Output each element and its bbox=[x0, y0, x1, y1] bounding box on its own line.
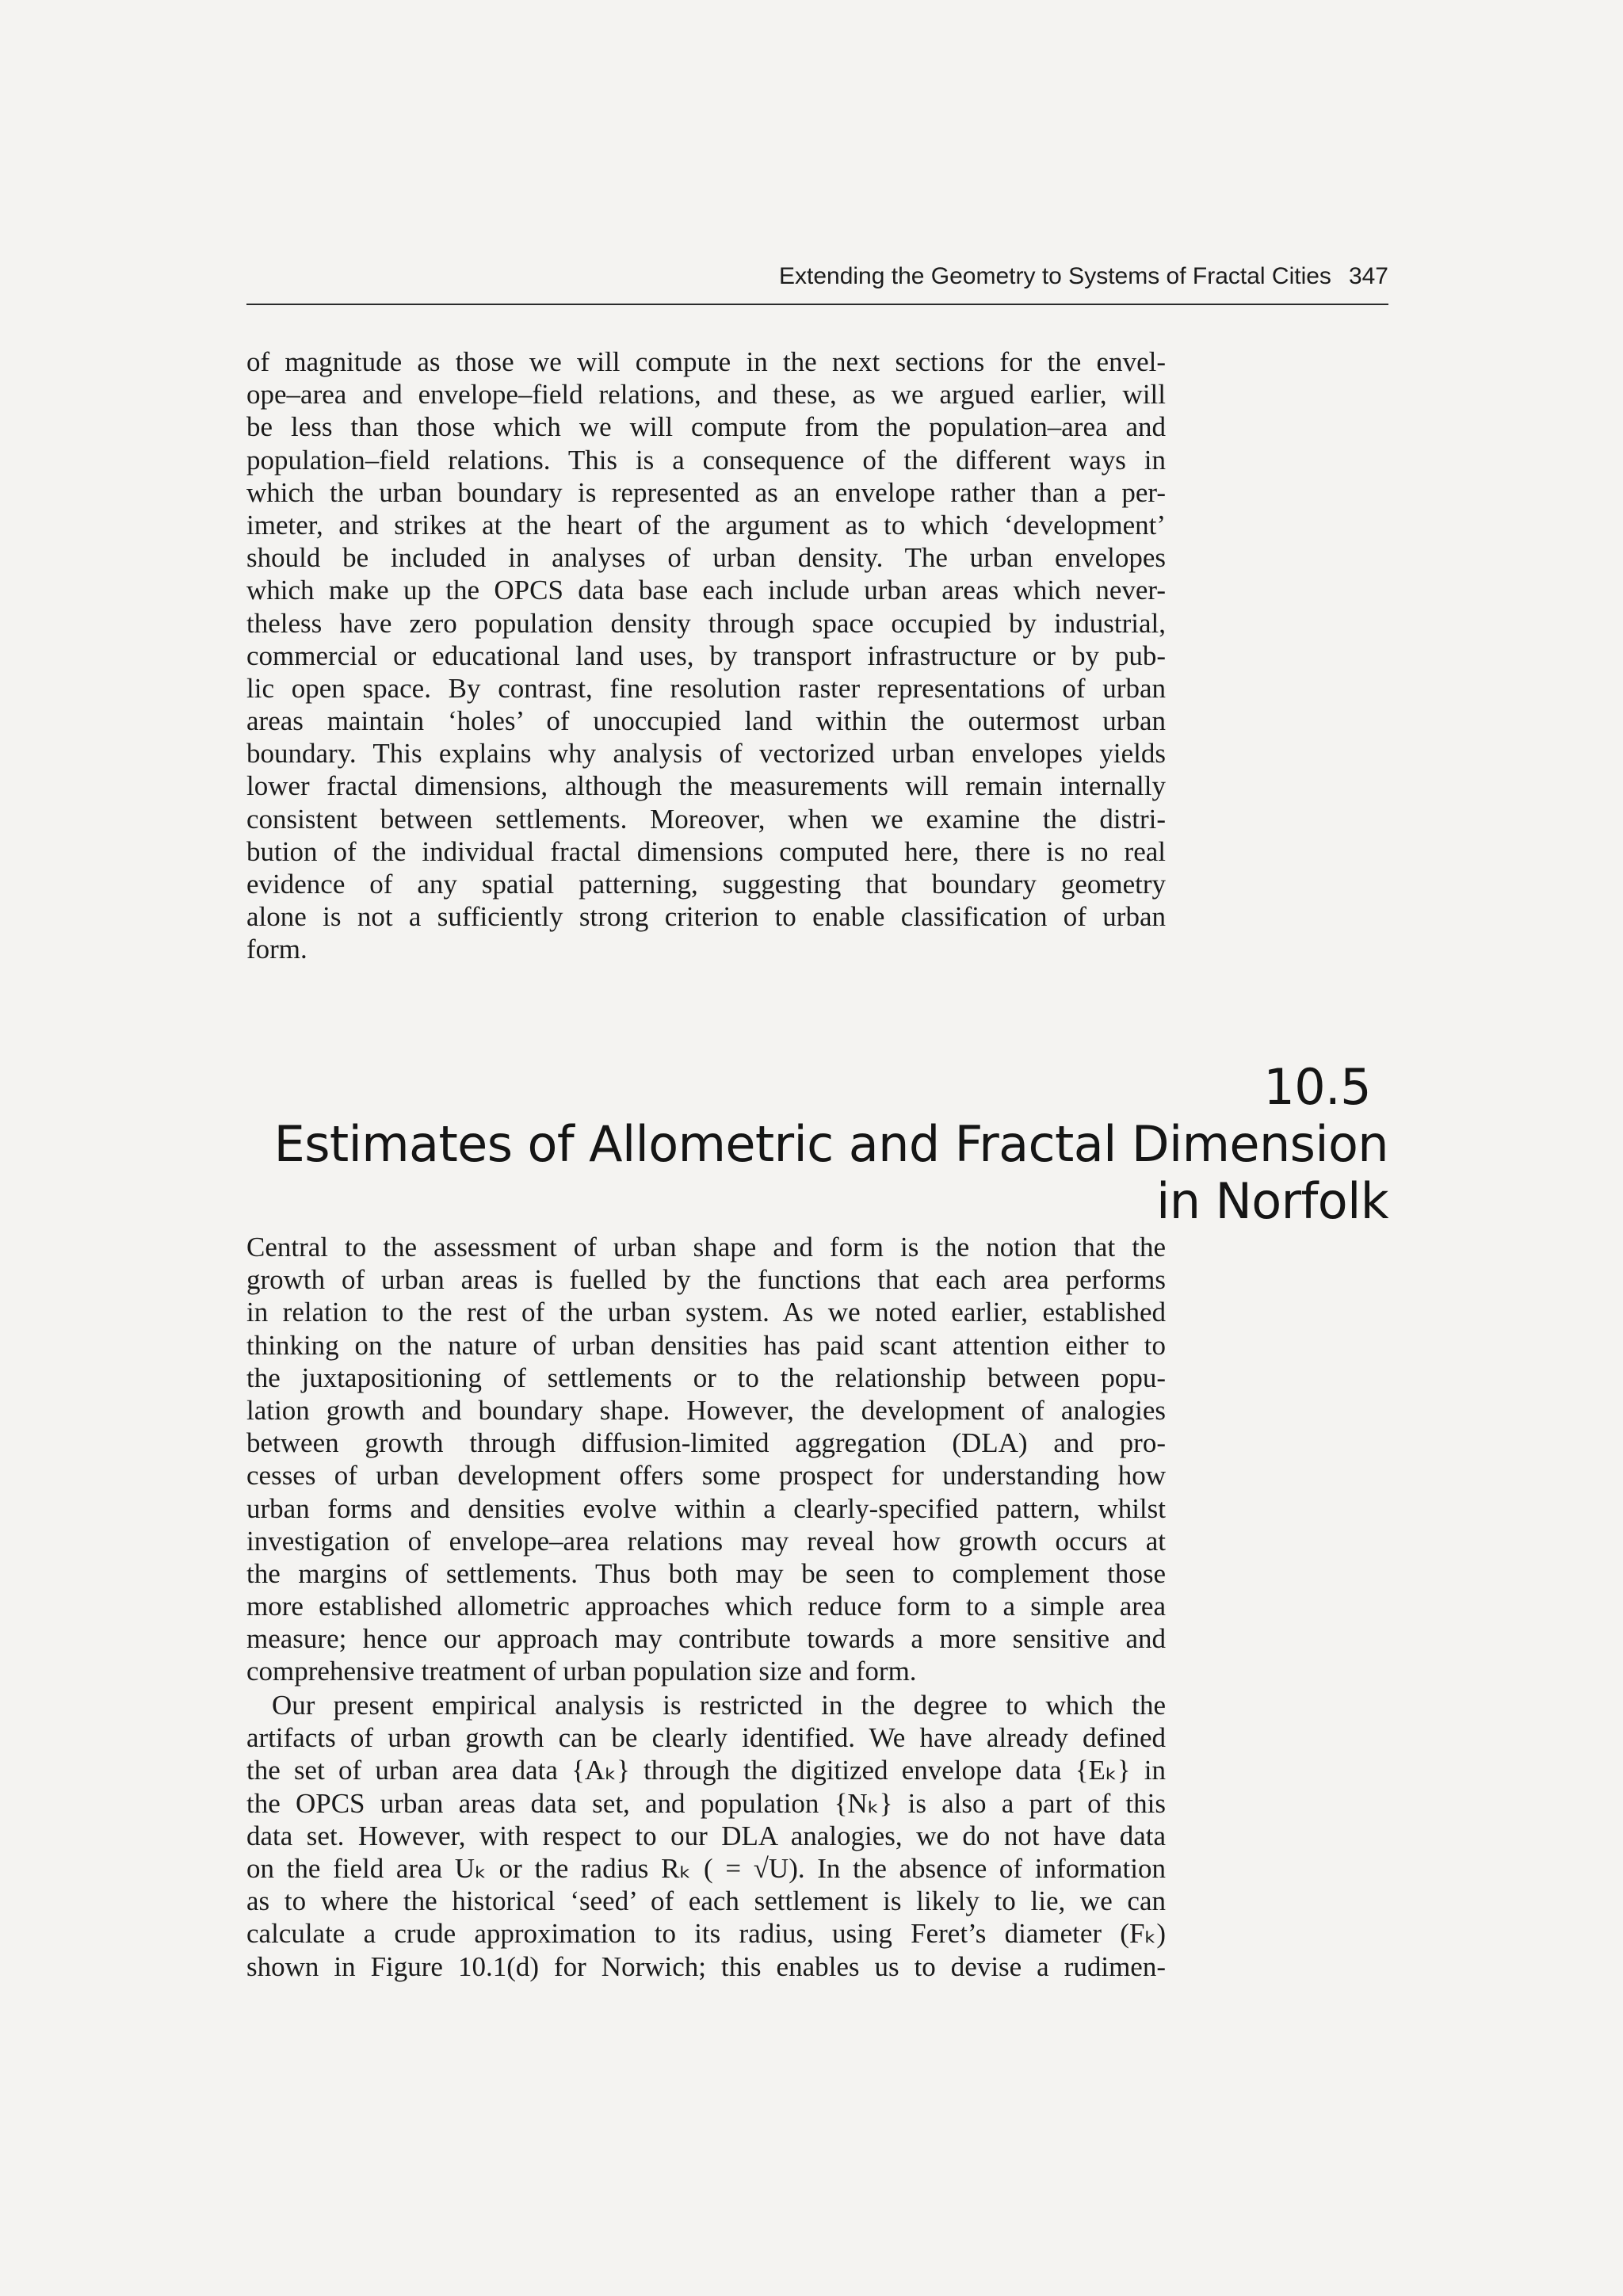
text-line: thinking on the nature of urban densities has paid scant attention either to bbox=[246, 1329, 1166, 1361]
paragraph-1 bbox=[246, 346, 1166, 966]
section-heading-line-2: in Norfolk bbox=[1156, 1172, 1388, 1230]
text-line: consistent between settlements. Moreover, when we examine the distri- bbox=[246, 803, 1166, 835]
text-line: on the field area Uₖ or the radius Rₖ ( = √U). In the absence of information bbox=[246, 1852, 1166, 1884]
text-line: shown in Figure 10.1(d) for Norwich; this enables us to devise a rudimen- bbox=[246, 1950, 1166, 1982]
text-line: imeter, and strikes at the heart of the argument as to which ‘development’ bbox=[246, 509, 1166, 541]
text-line: artifacts of urban growth can be clearly identified. We have already defined bbox=[246, 1722, 1166, 1754]
text-line: lic open space. By contrast, fine resolution raster representations of urban bbox=[246, 672, 1166, 704]
text-line: the juxtapositioning of settlements or to the relationship between popu- bbox=[246, 1362, 1166, 1393]
header-rule bbox=[246, 304, 1388, 305]
section-heading bbox=[246, 1059, 1388, 1230]
paragraph-2 bbox=[246, 1231, 1166, 1688]
text-line: more established allometric approaches which reduce form to a simple area bbox=[246, 1591, 1166, 1622]
text-line: bution of the individual fractal dimensions computed here, there is no real bbox=[246, 835, 1166, 867]
text-line: which make up the OPCS data base each include urban areas which never- bbox=[246, 575, 1166, 606]
running-title: Extending the Geometry to Systems of Fractal Cities bbox=[778, 263, 1331, 289]
text-line: areas maintain ‘holes’ of unoccupied land within the outermost urban bbox=[246, 705, 1166, 737]
text-line: ope–area and envelope–field relations, and these, as we argued earlier, will bbox=[246, 379, 1166, 411]
section-heading-line-1 bbox=[246, 1059, 1388, 1173]
text-line: the OPCS urban areas data set, and population {Nₖ} is also a part of this bbox=[246, 1787, 1166, 1819]
page-number: 347 bbox=[1348, 263, 1388, 289]
text-line: should be included in analyses of urban density. The urban envelopes bbox=[246, 542, 1166, 574]
text-line: boundary. This explains why analysis of vectorized urban envelopes yields bbox=[246, 738, 1166, 770]
text-line: comprehensive treatment of urban population size and form. bbox=[246, 1656, 917, 1687]
text-line: cesses of urban development offers some prospect for understanding how bbox=[246, 1460, 1166, 1492]
section-title-text: Estimates of Allometric and Fractal Dimension bbox=[273, 1115, 1388, 1173]
text-line: Central to the assessment of urban shape and form is the notion that the bbox=[246, 1232, 1166, 1263]
text-line: growth of urban areas is fuelled by the functions that each area performs bbox=[246, 1264, 1166, 1296]
paragraph-3 bbox=[246, 1689, 1166, 1983]
text-line: measure; hence our approach may contribute towards a more sensitive and bbox=[246, 1623, 1166, 1655]
text-line: form. bbox=[246, 934, 307, 965]
text-line: investigation of envelope–area relations may reveal how growth occurs at bbox=[246, 1525, 1166, 1557]
text-line: alone is not a sufficiently strong criterion to enable classification of urban bbox=[246, 901, 1166, 933]
text-line: data set. However, with respect to our DLA analogies, we do not have data bbox=[246, 1820, 1166, 1851]
text-line: urban forms and densities evolve within a clearly-specified pattern, whilst bbox=[246, 1492, 1166, 1524]
running-head bbox=[246, 263, 1388, 290]
text-line: Our present empirical analysis is restricted in the degree to which the bbox=[272, 1690, 1166, 1721]
text-line: of magnitude as those we will compute in the next sections for the envel- bbox=[246, 346, 1166, 377]
text-line: calculate a crude approximation to its radius, using Feret’s diameter (Fₖ) bbox=[246, 1918, 1166, 1950]
text-line: the set of urban area data {Aₖ} through the digitized envelope data {Eₖ} in bbox=[246, 1755, 1166, 1786]
text-line: commercial or educational land uses, by transport infrastructure or by pub- bbox=[246, 640, 1166, 671]
text-line: theless have zero population density through space occupied by industrial, bbox=[246, 607, 1166, 639]
text-line: be less than those which we will compute from the population–area and bbox=[246, 411, 1166, 443]
text-line: in relation to the rest of the urban system. As we noted earlier, established bbox=[246, 1297, 1166, 1328]
text-line: lower fractal dimensions, although the measurements will remain internally bbox=[246, 770, 1166, 802]
text-line: lation growth and boundary shape. However, the development of analogies bbox=[246, 1394, 1166, 1426]
text-line: population–field relations. This is a consequence of the different ways in bbox=[246, 444, 1166, 476]
section-number: 10.5 bbox=[1263, 1058, 1371, 1116]
text-line: which the urban boundary is represented as an envelope rather than a per- bbox=[246, 476, 1166, 508]
text-line: as to where the historical ‘seed’ of each settlement is likely to lie, we can bbox=[246, 1885, 1166, 1917]
text-line: between growth through diffusion-limited aggregation (DLA) and pro- bbox=[246, 1427, 1166, 1459]
text-line: the margins of settlements. Thus both may be seen to complement those bbox=[246, 1557, 1166, 1589]
text-line: evidence of any spatial patterning, suggesting that boundary geometry bbox=[246, 869, 1166, 900]
